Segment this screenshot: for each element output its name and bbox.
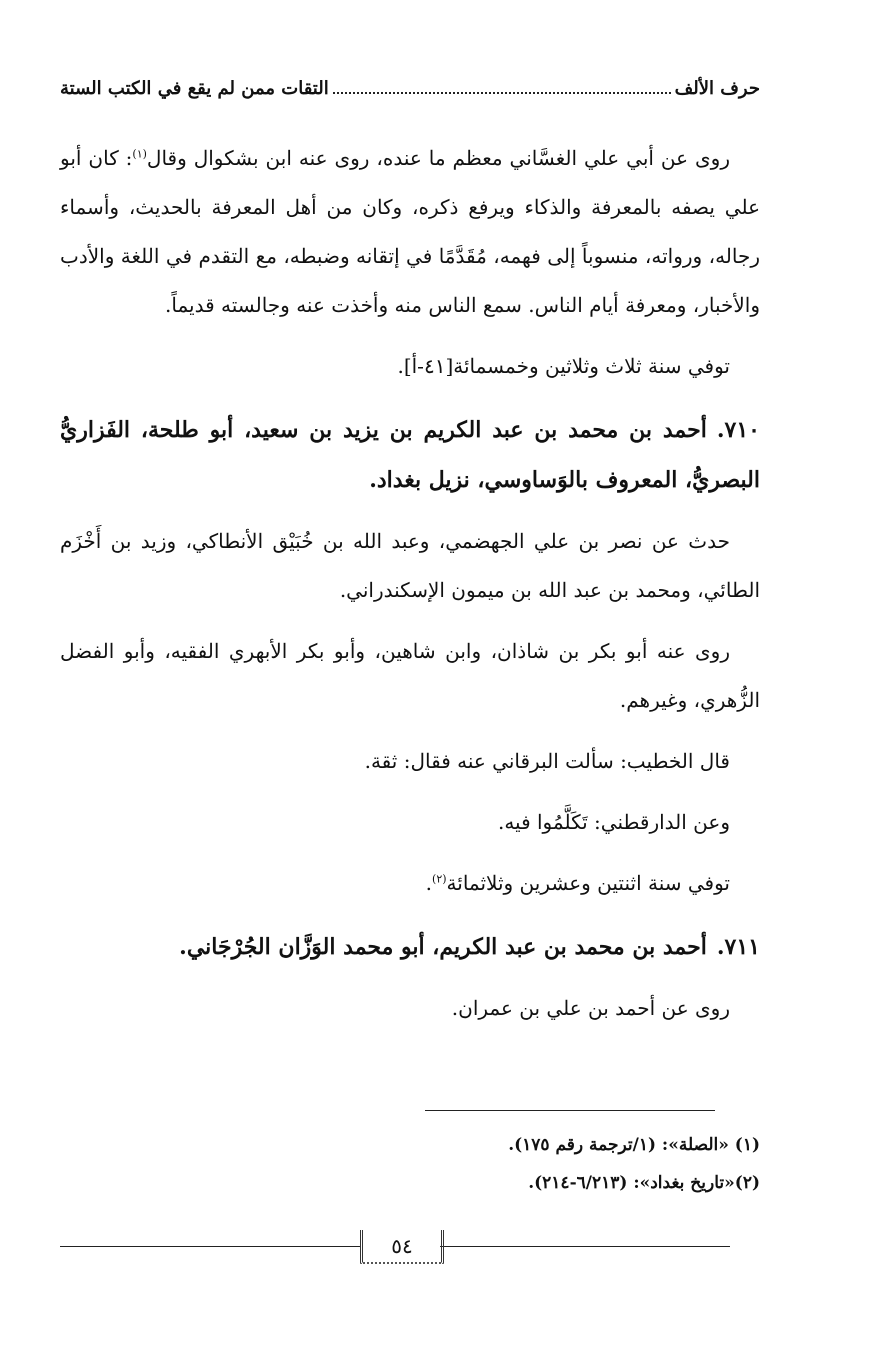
footer-rule-right xyxy=(440,1246,730,1247)
paragraph-students: روى عنه أبو بكر بن شاذان، وابن شاهين، وأبو بكر الأبهري الفقيه، وأبو الفضل الزُّهري، وغيرهم. xyxy=(60,639,760,712)
paragraph-death-date: توفي سنة ثلاث وثلاثين وخمسمائة[٤١-أ]. xyxy=(397,354,730,378)
death-date-text: توفي سنة اثنتين وعشرين وثلاثمائة xyxy=(446,871,730,895)
entry-heading-711 xyxy=(60,922,760,972)
page-number: ٥٤ xyxy=(360,1230,444,1264)
paragraph-khatib-opinion: قال الخطيب: سألت البرقاني عنه فقال: ثقة. xyxy=(364,749,730,773)
paragraph-biography xyxy=(60,134,760,330)
death-date-end: . xyxy=(425,871,433,895)
entry-name-711: أحمد بن محمد بن عبد الكريم، أبو محمد الوَزَّان الجُرْجَاني. xyxy=(179,934,707,960)
body-text xyxy=(60,134,760,1033)
paragraph-teachers: حدث عن نصر بن علي الجهضمي، وعبد الله بن خُبَيْق الأنطاكي، وزيد بن أَخْزَم الطائي، ومحمد بن عبد الله بن ميمون الإسكندراني. xyxy=(60,529,760,602)
paragraph-biography-start: روى عن أبي علي الغسَّاني معظم ما عنده، روى عنه ابن بشكوال وقال xyxy=(146,146,730,170)
footnote-ref-1: (١) xyxy=(132,147,147,161)
page-footer xyxy=(60,1230,730,1270)
footnote-2: (٢)«تاريخ بغداد»: (٦/٢١٣-٢١٤). xyxy=(528,1173,760,1193)
entry-number-710: ٧١٠. xyxy=(716,417,760,443)
header-title: التقات ممن لم يقع في الكتب الستة xyxy=(60,78,329,99)
footnote-1: (١) «الصلة»: (١/ترجمة رقم ١٧٥). xyxy=(508,1135,760,1155)
paragraph-narration-711: روى عن أحمد بن علي بن عمران. xyxy=(451,996,730,1020)
entry-number-711: ٧١١. xyxy=(716,934,760,960)
paragraph-death-date-710 xyxy=(60,859,760,908)
footnote-divider xyxy=(425,1110,715,1111)
entry-name-710: أحمد بن محمد بن عبد الكريم بن يزيد بن سعيد، أبو طلحة، الفَزاريُّ البصريُّ، المعروف بالوَساوسي، نزيل بغداد. xyxy=(60,417,760,493)
entry-heading-710 xyxy=(60,405,760,505)
book-page xyxy=(60,70,760,1300)
running-header xyxy=(60,78,760,112)
paragraph-biography-rest: : كان أبو علي يصفه بالمعرفة والذكاء ويرفع ذكره، وكان من أهل المعرفة بالحديث، وأسماء رجاله، ورواته، منسوباً إلى فهمه، مُقَدَّمًا في إتقانه وضبطه، مع التقدم في اللغة والأدب والأخبار، ومعرفة أيام الناس. سمع الناس منه وأخذت عنه وجالسته قديماً. xyxy=(60,146,760,317)
footnotes xyxy=(60,1126,760,1202)
footer-rule-left xyxy=(60,1246,360,1247)
footnote-ref-2: (٢) xyxy=(432,872,447,886)
header-leader-dots xyxy=(333,78,671,94)
header-section: حرف الألف xyxy=(674,78,760,99)
paragraph-daraqutni-opinion: وعن الدارقطني: تَكَلَّمُوا فيه. xyxy=(497,810,730,834)
